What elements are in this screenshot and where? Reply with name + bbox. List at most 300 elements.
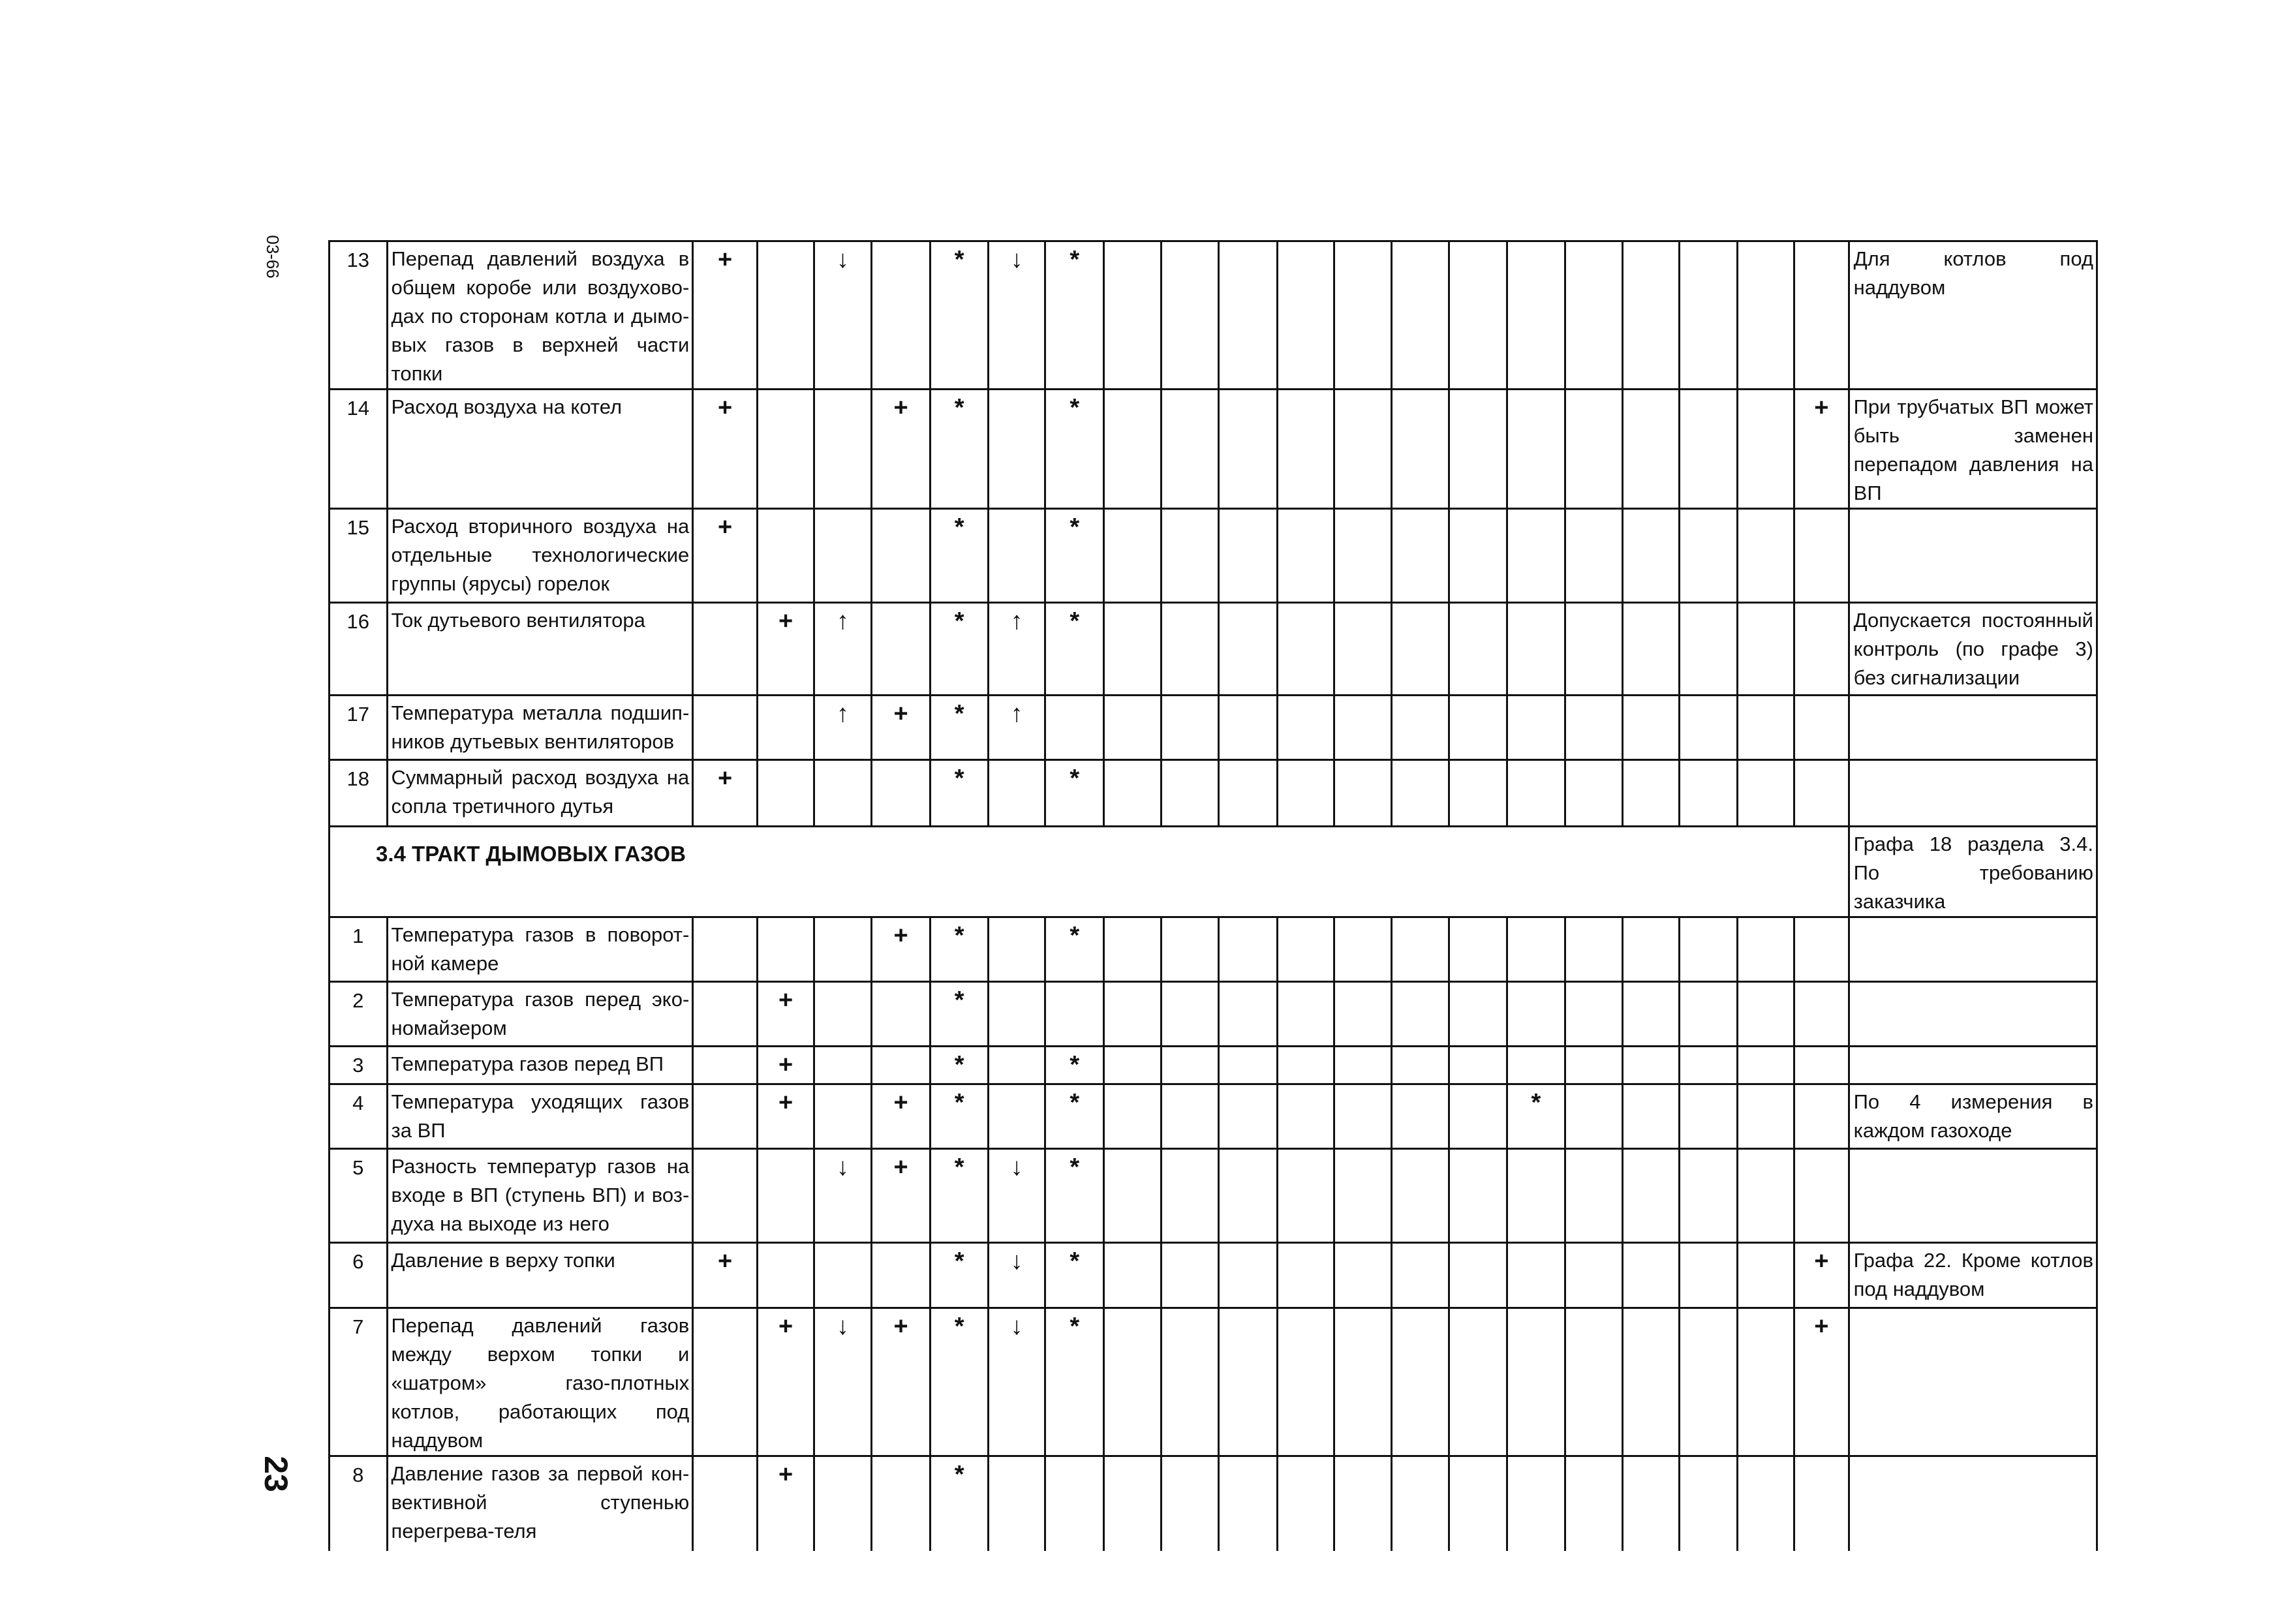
mark-cell bbox=[1737, 390, 1794, 509]
row-number: 16 bbox=[330, 603, 388, 696]
mark-cell bbox=[1680, 1047, 1738, 1084]
mark-cell: + bbox=[1794, 1308, 1849, 1456]
mark-cell: ↑ bbox=[814, 696, 872, 760]
mark-cell bbox=[1565, 509, 1623, 603]
mark-cell bbox=[1219, 390, 1278, 509]
parameter-name: Ток дутьевого вентилятора bbox=[387, 603, 693, 696]
mark-cell bbox=[1622, 1308, 1680, 1456]
row-number: 3 bbox=[330, 1047, 388, 1084]
mark-cell bbox=[1103, 390, 1162, 509]
table-row bbox=[330, 1084, 2097, 1149]
mark-cell bbox=[693, 917, 758, 982]
mark-cell bbox=[871, 1456, 931, 1551]
mark-cell bbox=[1391, 1456, 1449, 1551]
mark-cell: * bbox=[931, 760, 989, 827]
parameter-name: Температура газов перед эко-номайзером bbox=[387, 982, 693, 1047]
parameter-name: Температура металла подшип-ников дутьевых вентиляторов bbox=[387, 696, 693, 760]
mark-cell bbox=[1162, 1308, 1219, 1456]
mark-cell bbox=[1277, 1308, 1334, 1456]
mark-cell bbox=[1103, 603, 1162, 696]
mark-cell bbox=[693, 1308, 758, 1456]
mark-cell bbox=[1737, 1308, 1794, 1456]
mark-cell bbox=[1449, 1308, 1507, 1456]
mark-cell bbox=[693, 1456, 758, 1551]
mark-cell bbox=[1565, 760, 1623, 827]
mark-cell bbox=[1219, 982, 1278, 1047]
mark-cell bbox=[1334, 1243, 1392, 1308]
mark-cell: * bbox=[931, 1149, 989, 1243]
mark-cell bbox=[1162, 509, 1219, 603]
mark-cell bbox=[1507, 1243, 1565, 1308]
mark-cell: * bbox=[1045, 1308, 1104, 1456]
mark-cell bbox=[1103, 1456, 1162, 1551]
mark-cell: + bbox=[757, 1308, 814, 1456]
note-cell bbox=[1849, 982, 2097, 1047]
mark-cell: * bbox=[931, 509, 989, 603]
parameter-name: Суммарный расход воздуха на сопла третичного дутья bbox=[387, 760, 693, 827]
mark-cell bbox=[1219, 1047, 1278, 1084]
mark-cell bbox=[1103, 982, 1162, 1047]
mark-cell bbox=[1507, 917, 1565, 982]
mark-cell bbox=[1737, 1149, 1794, 1243]
mark-cell bbox=[814, 1243, 872, 1308]
mark-cell bbox=[814, 1047, 872, 1084]
mark-cell: + bbox=[871, 917, 931, 982]
mark-cell bbox=[1622, 1149, 1680, 1243]
mark-cell bbox=[871, 241, 931, 390]
mark-cell bbox=[1103, 1243, 1162, 1308]
mark-cell bbox=[1680, 390, 1738, 509]
mark-cell bbox=[1794, 982, 1849, 1047]
mark-cell bbox=[1794, 603, 1849, 696]
mark-cell bbox=[1162, 603, 1219, 696]
mark-cell bbox=[814, 509, 872, 603]
mark-cell bbox=[1680, 760, 1738, 827]
mark-cell bbox=[814, 390, 872, 509]
mark-cell bbox=[814, 760, 872, 827]
mark-cell bbox=[1622, 603, 1680, 696]
mark-cell bbox=[1794, 696, 1849, 760]
mark-cell bbox=[1103, 1308, 1162, 1456]
note-cell bbox=[1849, 509, 2097, 603]
mark-cell bbox=[1737, 1243, 1794, 1308]
mark-cell bbox=[1449, 696, 1507, 760]
row-number: 8 bbox=[330, 1456, 388, 1551]
mark-cell bbox=[1449, 917, 1507, 982]
mark-cell bbox=[1334, 603, 1392, 696]
mark-cell bbox=[757, 696, 814, 760]
mark-cell bbox=[1794, 509, 1849, 603]
mark-cell: * bbox=[1045, 1149, 1104, 1243]
mark-cell bbox=[1507, 241, 1565, 390]
mark-cell bbox=[1622, 1047, 1680, 1084]
table-row bbox=[330, 982, 2097, 1047]
row-number: 6 bbox=[330, 1243, 388, 1308]
mark-cell bbox=[1737, 509, 1794, 603]
mark-cell bbox=[871, 509, 931, 603]
mark-cell bbox=[1103, 696, 1162, 760]
mark-cell: * bbox=[931, 1456, 989, 1551]
mark-cell bbox=[1622, 390, 1680, 509]
mark-cell bbox=[1507, 760, 1565, 827]
mark-cell bbox=[1565, 1308, 1623, 1456]
table-row bbox=[330, 1047, 2097, 1084]
mark-cell bbox=[1162, 390, 1219, 509]
note-cell bbox=[1849, 1149, 2097, 1243]
mark-cell bbox=[1045, 696, 1104, 760]
mark-cell bbox=[1622, 982, 1680, 1047]
note-cell bbox=[1849, 1456, 2097, 1551]
mark-cell bbox=[1277, 1243, 1334, 1308]
mark-cell bbox=[1162, 1243, 1219, 1308]
mark-cell bbox=[1449, 1456, 1507, 1551]
table-row bbox=[330, 760, 2097, 827]
mark-cell bbox=[871, 760, 931, 827]
parameter-name: Расход воздуха на котел bbox=[387, 390, 693, 509]
mark-cell: + bbox=[757, 603, 814, 696]
table-row bbox=[330, 1308, 2097, 1456]
mark-cell: + bbox=[1794, 1243, 1849, 1308]
mark-cell bbox=[1449, 1084, 1507, 1149]
mark-cell: ↓ bbox=[988, 1243, 1045, 1308]
mark-cell: + bbox=[871, 696, 931, 760]
mark-cell bbox=[757, 1149, 814, 1243]
mark-cell bbox=[1622, 1456, 1680, 1551]
row-number: 4 bbox=[330, 1084, 388, 1149]
table-row bbox=[330, 696, 2097, 760]
mark-cell bbox=[988, 1456, 1045, 1551]
mark-cell bbox=[1622, 1084, 1680, 1149]
mark-cell bbox=[1334, 509, 1392, 603]
mark-cell: * bbox=[1045, 603, 1104, 696]
table-row bbox=[330, 1456, 2097, 1551]
mark-cell bbox=[1622, 917, 1680, 982]
mark-cell bbox=[1219, 509, 1278, 603]
mark-cell bbox=[1565, 1047, 1623, 1084]
mark-cell bbox=[1334, 696, 1392, 760]
mark-cell bbox=[1565, 982, 1623, 1047]
mark-cell: ↓ bbox=[988, 1149, 1045, 1243]
mark-cell bbox=[1277, 696, 1334, 760]
mark-cell bbox=[1565, 696, 1623, 760]
table-row bbox=[330, 1243, 2097, 1308]
mark-cell bbox=[1162, 696, 1219, 760]
note-cell: Допускается постоянный контроль (по графе 3) без сигнализации bbox=[1849, 603, 2097, 696]
mark-cell bbox=[1794, 760, 1849, 827]
mark-cell bbox=[1277, 603, 1334, 696]
mark-cell bbox=[1277, 390, 1334, 509]
mark-cell bbox=[1219, 603, 1278, 696]
mark-cell: ↓ bbox=[988, 1308, 1045, 1456]
mark-cell bbox=[1449, 1149, 1507, 1243]
mark-cell bbox=[814, 982, 872, 1047]
mark-cell bbox=[693, 696, 758, 760]
mark-cell bbox=[1219, 760, 1278, 827]
mark-cell bbox=[988, 760, 1045, 827]
row-number: 15 bbox=[330, 509, 388, 603]
mark-cell: * bbox=[931, 1243, 989, 1308]
mark-cell bbox=[1219, 1308, 1278, 1456]
mark-cell: * bbox=[1045, 509, 1104, 603]
mark-cell: + bbox=[757, 982, 814, 1047]
mark-cell: * bbox=[931, 696, 989, 760]
mark-cell bbox=[757, 509, 814, 603]
parameter-name: Расход вторичного воздуха на отдельные технологические группы (ярусы) горелок bbox=[387, 509, 693, 603]
mark-cell bbox=[1391, 603, 1449, 696]
mark-cell bbox=[1680, 509, 1738, 603]
mark-cell: ↓ bbox=[814, 241, 872, 390]
mark-cell bbox=[1103, 1149, 1162, 1243]
mark-cell bbox=[1794, 1047, 1849, 1084]
mark-cell bbox=[1334, 1456, 1392, 1551]
mark-cell: + bbox=[871, 1084, 931, 1149]
mark-cell bbox=[1622, 696, 1680, 760]
table-row bbox=[330, 390, 2097, 509]
parameters-table bbox=[328, 240, 2098, 1551]
mark-cell bbox=[1162, 1047, 1219, 1084]
parameter-name: Давление в верху топки bbox=[387, 1243, 693, 1308]
row-number: 2 bbox=[330, 982, 388, 1047]
mark-cell bbox=[1103, 509, 1162, 603]
mark-cell bbox=[988, 509, 1045, 603]
mark-cell bbox=[871, 1243, 931, 1308]
mark-cell bbox=[1219, 696, 1278, 760]
mark-cell bbox=[1391, 1084, 1449, 1149]
mark-cell bbox=[1449, 241, 1507, 390]
mark-cell: * bbox=[931, 982, 989, 1047]
mark-cell bbox=[1162, 241, 1219, 390]
note-cell bbox=[1849, 917, 2097, 982]
mark-cell bbox=[1737, 982, 1794, 1047]
mark-cell: + bbox=[693, 760, 758, 827]
mark-cell bbox=[988, 1047, 1045, 1084]
mark-cell bbox=[1449, 1243, 1507, 1308]
mark-cell bbox=[871, 1047, 931, 1084]
mark-cell bbox=[1162, 917, 1219, 982]
mark-cell: * bbox=[1045, 760, 1104, 827]
mark-cell: * bbox=[1045, 390, 1104, 509]
mark-cell bbox=[1277, 241, 1334, 390]
mark-cell bbox=[1162, 1149, 1219, 1243]
mark-cell bbox=[1680, 241, 1738, 390]
note-cell: Для котлов под наддувом bbox=[1849, 241, 2097, 390]
mark-cell bbox=[1737, 917, 1794, 982]
mark-cell bbox=[1334, 1149, 1392, 1243]
mark-cell bbox=[1103, 241, 1162, 390]
mark-cell bbox=[1680, 696, 1738, 760]
mark-cell: * bbox=[931, 1308, 989, 1456]
mark-cell bbox=[1045, 982, 1104, 1047]
mark-cell: * bbox=[931, 1047, 989, 1084]
mark-cell bbox=[1565, 1243, 1623, 1308]
mark-cell bbox=[1277, 1456, 1334, 1551]
mark-cell bbox=[814, 917, 872, 982]
mark-cell bbox=[1507, 1456, 1565, 1551]
mark-cell: + bbox=[693, 1243, 758, 1308]
table-row bbox=[330, 917, 2097, 982]
mark-cell bbox=[1162, 1456, 1219, 1551]
mark-cell bbox=[1565, 241, 1623, 390]
section-note: Графа 18 раздела 3.4. По требованию заказчика bbox=[1849, 827, 2097, 917]
mark-cell bbox=[1622, 509, 1680, 603]
mark-cell bbox=[1794, 241, 1849, 390]
mark-cell bbox=[1449, 509, 1507, 603]
page-number: 23 bbox=[257, 1456, 294, 1492]
mark-cell bbox=[1565, 1149, 1623, 1243]
mark-cell bbox=[1565, 390, 1623, 509]
mark-cell bbox=[1103, 1047, 1162, 1084]
mark-cell: + bbox=[693, 241, 758, 390]
mark-cell: ↑ bbox=[988, 696, 1045, 760]
row-number: 18 bbox=[330, 760, 388, 827]
parameter-name: Перепад давлений воздуха в общем коробе или воздухово-дах по сторонам котла и дымо-вых газов в верхней части топки bbox=[387, 241, 693, 390]
mark-cell bbox=[1680, 1308, 1738, 1456]
mark-cell bbox=[1219, 1243, 1278, 1308]
mark-cell: + bbox=[693, 509, 758, 603]
mark-cell bbox=[1680, 603, 1738, 696]
mark-cell bbox=[1277, 1084, 1334, 1149]
mark-cell bbox=[1391, 1149, 1449, 1243]
mark-cell bbox=[1391, 696, 1449, 760]
note-cell: При трубчатых ВП может быть заменен перепадом давления на ВП bbox=[1849, 390, 2097, 509]
mark-cell bbox=[1277, 760, 1334, 827]
mark-cell: + bbox=[757, 1084, 814, 1149]
row-number: 1 bbox=[330, 917, 388, 982]
parameter-name: Перепад давлений газов между верхом топки и «шатром» газо-плотных котлов, работающих под наддувом bbox=[387, 1308, 693, 1456]
mark-cell bbox=[1162, 982, 1219, 1047]
mark-cell bbox=[757, 917, 814, 982]
mark-cell bbox=[871, 603, 931, 696]
section-title: 3.4 ТРАКТ ДЫМОВЫХ ГАЗОВ bbox=[330, 827, 1849, 917]
mark-cell bbox=[1449, 760, 1507, 827]
table-row bbox=[330, 509, 2097, 603]
note-cell bbox=[1849, 1047, 2097, 1084]
mark-cell bbox=[1449, 1047, 1507, 1084]
mark-cell bbox=[1794, 1084, 1849, 1149]
mark-cell bbox=[1219, 917, 1278, 982]
mark-cell bbox=[693, 1149, 758, 1243]
mark-cell bbox=[1794, 1456, 1849, 1551]
table-row bbox=[330, 241, 2097, 390]
mark-cell bbox=[1507, 982, 1565, 1047]
mark-cell bbox=[1507, 1047, 1565, 1084]
mark-cell: * bbox=[1045, 1243, 1104, 1308]
mark-cell bbox=[1277, 1047, 1334, 1084]
row-number: 7 bbox=[330, 1308, 388, 1456]
row-number: 5 bbox=[330, 1149, 388, 1243]
mark-cell bbox=[1737, 1084, 1794, 1149]
mark-cell bbox=[1162, 760, 1219, 827]
mark-cell: * bbox=[1045, 917, 1104, 982]
mark-cell bbox=[1391, 241, 1449, 390]
mark-cell bbox=[1334, 1047, 1392, 1084]
mark-cell bbox=[757, 1243, 814, 1308]
mark-cell: * bbox=[1507, 1084, 1565, 1149]
mark-cell bbox=[1565, 917, 1623, 982]
mark-cell bbox=[1737, 603, 1794, 696]
mark-cell bbox=[988, 390, 1045, 509]
mark-cell bbox=[1449, 982, 1507, 1047]
mark-cell bbox=[1103, 760, 1162, 827]
mark-cell: + bbox=[757, 1047, 814, 1084]
mark-cell: * bbox=[931, 1084, 989, 1149]
mark-cell bbox=[1219, 1149, 1278, 1243]
mark-cell bbox=[1219, 241, 1278, 390]
mark-cell bbox=[988, 917, 1045, 982]
mark-cell: ↓ bbox=[814, 1149, 872, 1243]
mark-cell: + bbox=[693, 390, 758, 509]
mark-cell bbox=[1391, 509, 1449, 603]
note-cell bbox=[1849, 696, 2097, 760]
mark-cell bbox=[1737, 241, 1794, 390]
mark-cell bbox=[1622, 760, 1680, 827]
mark-cell bbox=[693, 982, 758, 1047]
mark-cell bbox=[988, 982, 1045, 1047]
mark-cell bbox=[988, 1084, 1045, 1149]
mark-cell bbox=[1680, 917, 1738, 982]
mark-cell bbox=[1565, 603, 1623, 696]
mark-cell bbox=[1737, 1456, 1794, 1551]
mark-cell bbox=[1565, 1084, 1623, 1149]
mark-cell bbox=[1334, 917, 1392, 982]
parameter-name: Температура уходящих газов за ВП bbox=[387, 1084, 693, 1149]
mark-cell: ↑ bbox=[988, 603, 1045, 696]
mark-cell bbox=[1334, 760, 1392, 827]
mark-cell bbox=[1391, 1243, 1449, 1308]
mark-cell bbox=[693, 1047, 758, 1084]
mark-cell bbox=[1162, 1084, 1219, 1149]
mark-cell: + bbox=[871, 1308, 931, 1456]
mark-cell: ↓ bbox=[814, 1308, 872, 1456]
mark-cell bbox=[1449, 390, 1507, 509]
mark-cell bbox=[814, 1084, 872, 1149]
note-cell bbox=[1849, 1308, 2097, 1456]
mark-cell bbox=[1737, 696, 1794, 760]
mark-cell bbox=[1277, 1149, 1334, 1243]
table-row bbox=[330, 603, 2097, 696]
section-header-row bbox=[330, 827, 2097, 917]
mark-cell bbox=[1334, 390, 1392, 509]
mark-cell bbox=[1103, 1084, 1162, 1149]
mark-cell bbox=[1680, 982, 1738, 1047]
mark-cell bbox=[757, 241, 814, 390]
mark-cell: + bbox=[1794, 390, 1849, 509]
mark-cell bbox=[693, 603, 758, 696]
mark-cell bbox=[1103, 917, 1162, 982]
mark-cell bbox=[757, 760, 814, 827]
mark-cell: * bbox=[931, 241, 989, 390]
mark-cell bbox=[1507, 509, 1565, 603]
mark-cell bbox=[1680, 1084, 1738, 1149]
parameter-name: Давление газов за первой кон-вективной ступенью перегрева-теля bbox=[387, 1456, 693, 1551]
mark-cell bbox=[1277, 982, 1334, 1047]
mark-cell: + bbox=[871, 1149, 931, 1243]
mark-cell bbox=[1277, 509, 1334, 603]
mark-cell: + bbox=[871, 390, 931, 509]
mark-cell bbox=[1219, 1084, 1278, 1149]
mark-cell bbox=[1507, 1149, 1565, 1243]
mark-cell bbox=[1680, 1243, 1738, 1308]
mark-cell bbox=[1565, 1456, 1623, 1551]
mark-cell: + bbox=[757, 1456, 814, 1551]
parameter-name: Температура газов перед ВП bbox=[387, 1047, 693, 1084]
mark-cell bbox=[1277, 917, 1334, 982]
table-row bbox=[330, 1149, 2097, 1243]
mark-cell bbox=[1737, 1047, 1794, 1084]
note-cell: Графа 22. Кроме котлов под наддувом bbox=[1849, 1243, 2097, 1308]
mark-cell bbox=[1219, 1456, 1278, 1551]
mark-cell bbox=[1045, 1456, 1104, 1551]
